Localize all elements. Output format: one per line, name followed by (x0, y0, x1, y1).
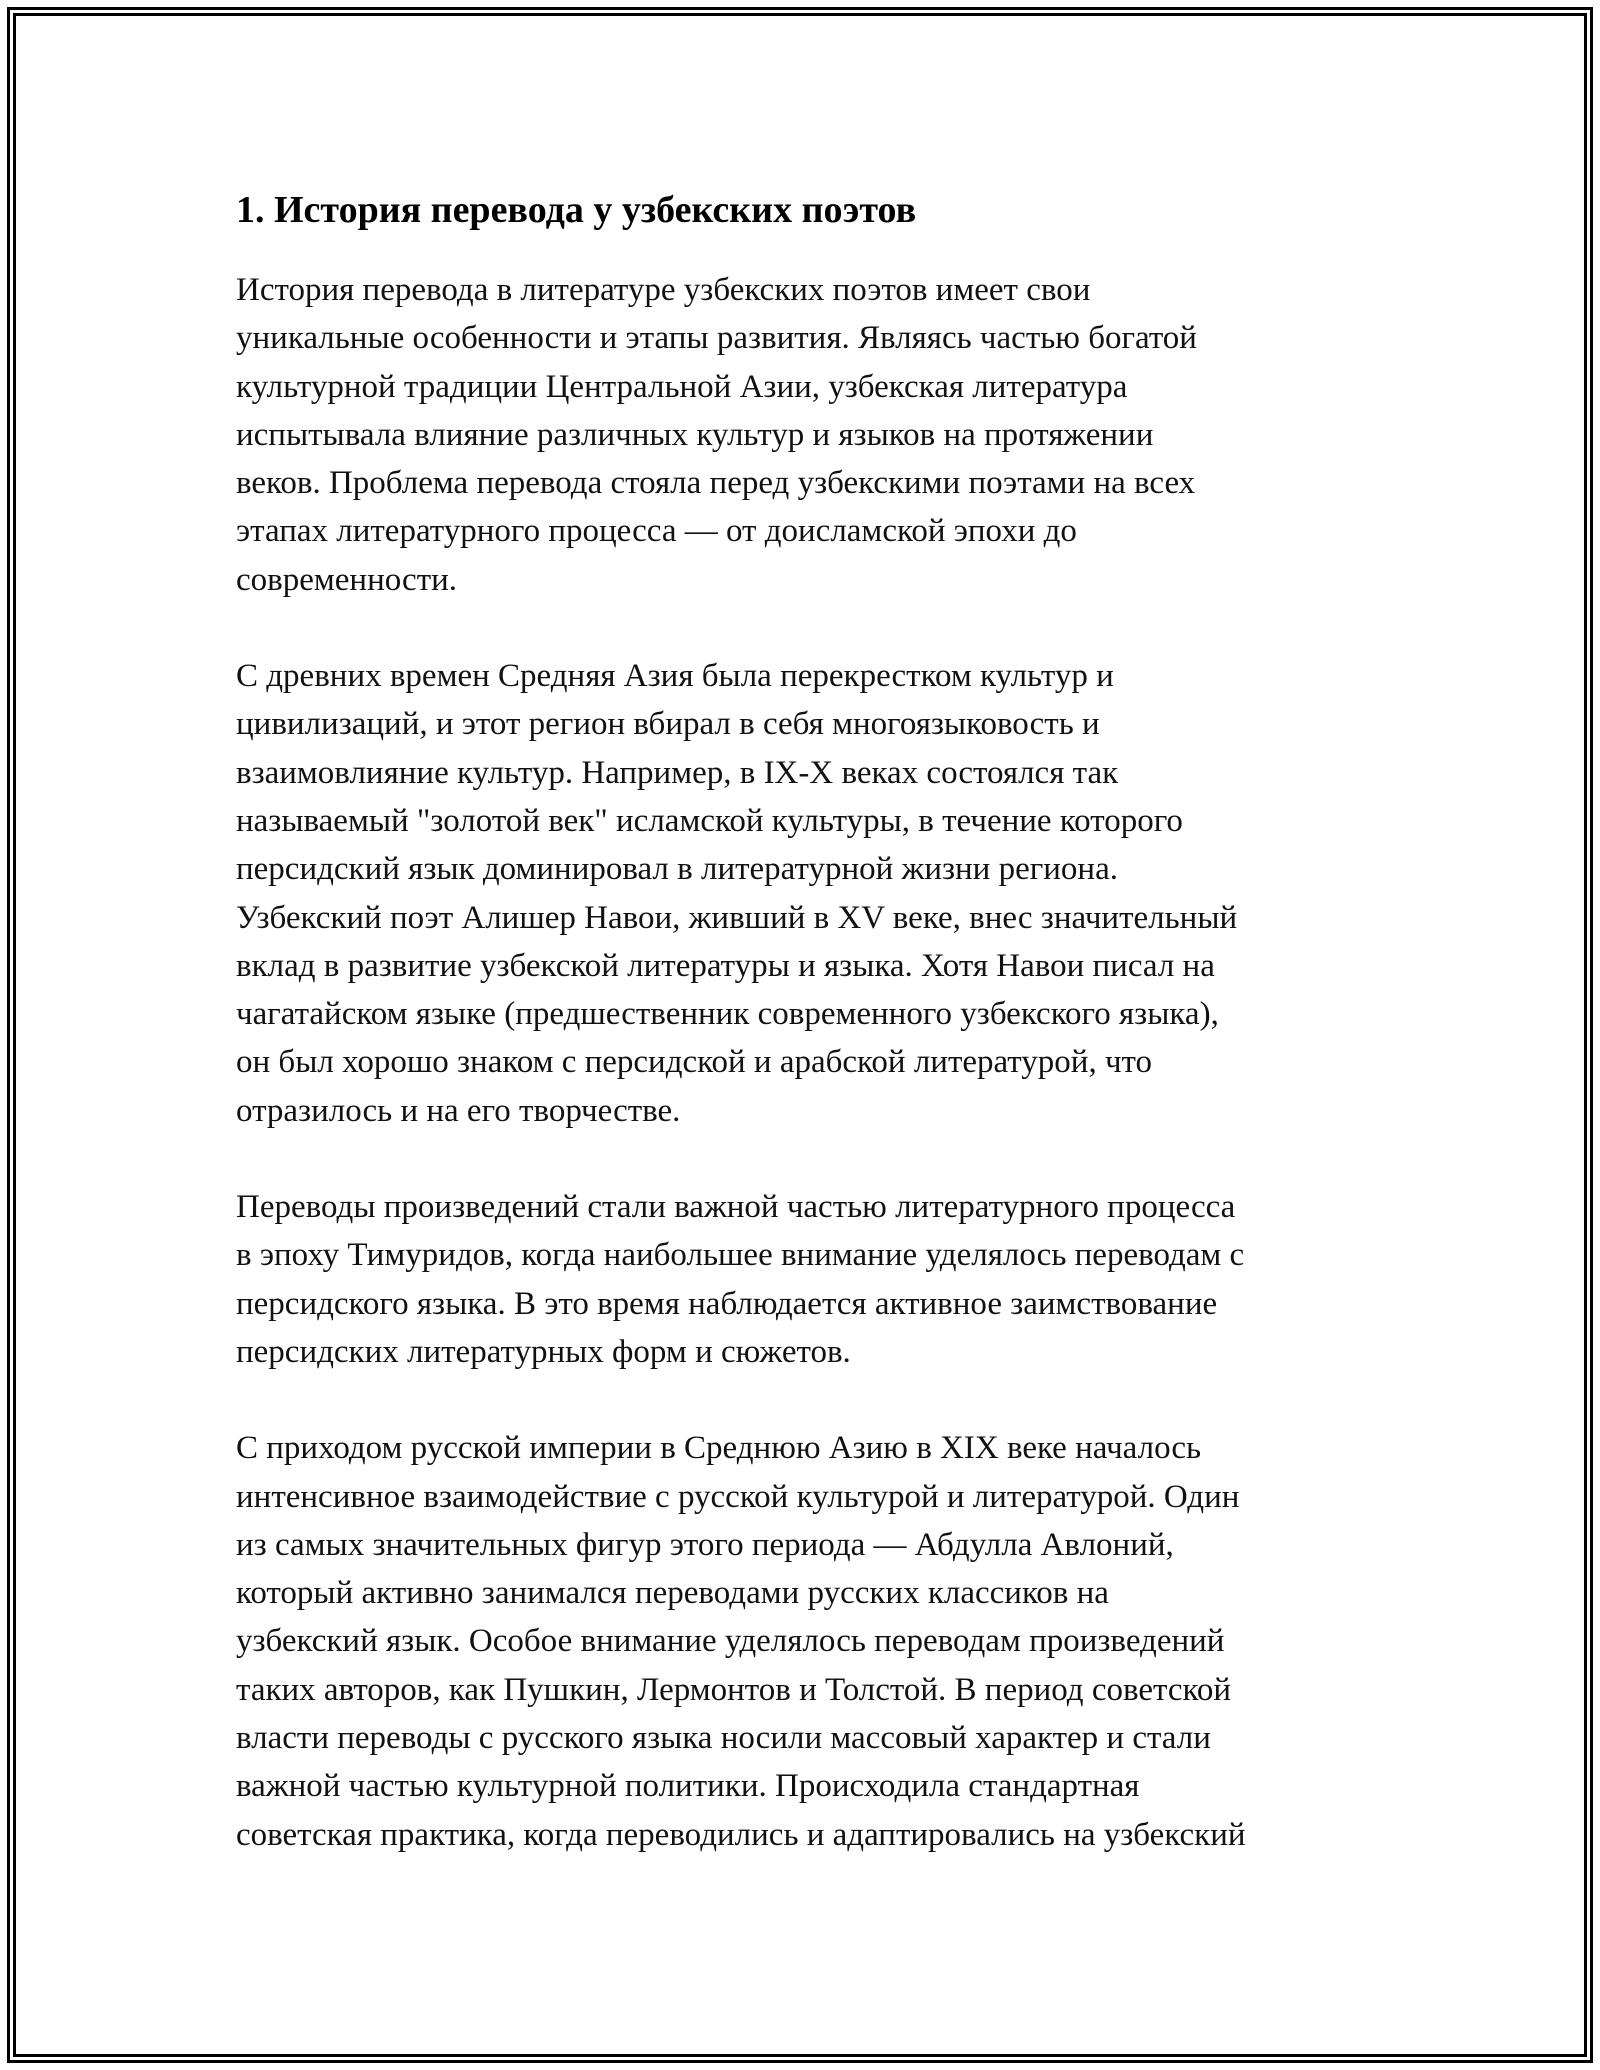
section-heading: 1. История перевода у узбекских поэтов (236, 189, 917, 231)
document-body (236, 186, 1396, 1907)
paragraph-russian-empire: С приходом русской империи в Среднюю Азию в XIX веке началось интенсивное взаимодействие с русской культурой и литературой. Один из самых значительных фигур этого периода — Абдулла Авлоний, который активно занимался переводами русских классиков на узбекский язык. Особое внимание уделялось переводам произведений таких авторов, как Пушкин, Лермонтов и Толстой. В период советской власти переводы с русского языка носили массовый характер и стали важной частью культурной политики. Происходила стандартная советская практика, когда переводились и адаптировались на узбекский (236, 1430, 1246, 1853)
paragraph-ancient-times: С древних времен Средняя Азия была перекрестком культур и цивилизаций, и этот регион вбирал в себя многоязыковость и взаимовлияние культур. Например, в IX-X веках состоялся так называемый "золотой век" исламской культуры, в течение которого персидский язык доминировал в литературной жизни региона. Узбекский поэт Алишер Навои, живший в XV веке, внес значительный вклад в развитие узбекской литературы и языка. Хотя Навои писал на чагатайском языке (предшественник современного узбекского языка), он был хорошо знаком с персидской и арабской литературой, что отразилось и на его творчестве. (236, 658, 1238, 1129)
paragraph-intro: История перевода в литературе узбекских поэтов имеет свои уникальные особенности и этапы развития. Являясь частью богатой культурной традиции Центральной Азии, узбекская литература испытывала влияние различных культур и языков на протяжении веков. Проблема перевода стояла перед узбекскими поэтами на всех этапах литературного процесса — от доисламской эпохи до современности. (236, 272, 1197, 598)
paragraph-timurid-era: Переводы произведений стали важной частью литературного процесса в эпоху Тимуридов, когда наибольшее внимание уделялось переводам с персидского языка. В это время наблюдается активное заимствование персидских литературных форм и сюжетов. (236, 1189, 1245, 1370)
